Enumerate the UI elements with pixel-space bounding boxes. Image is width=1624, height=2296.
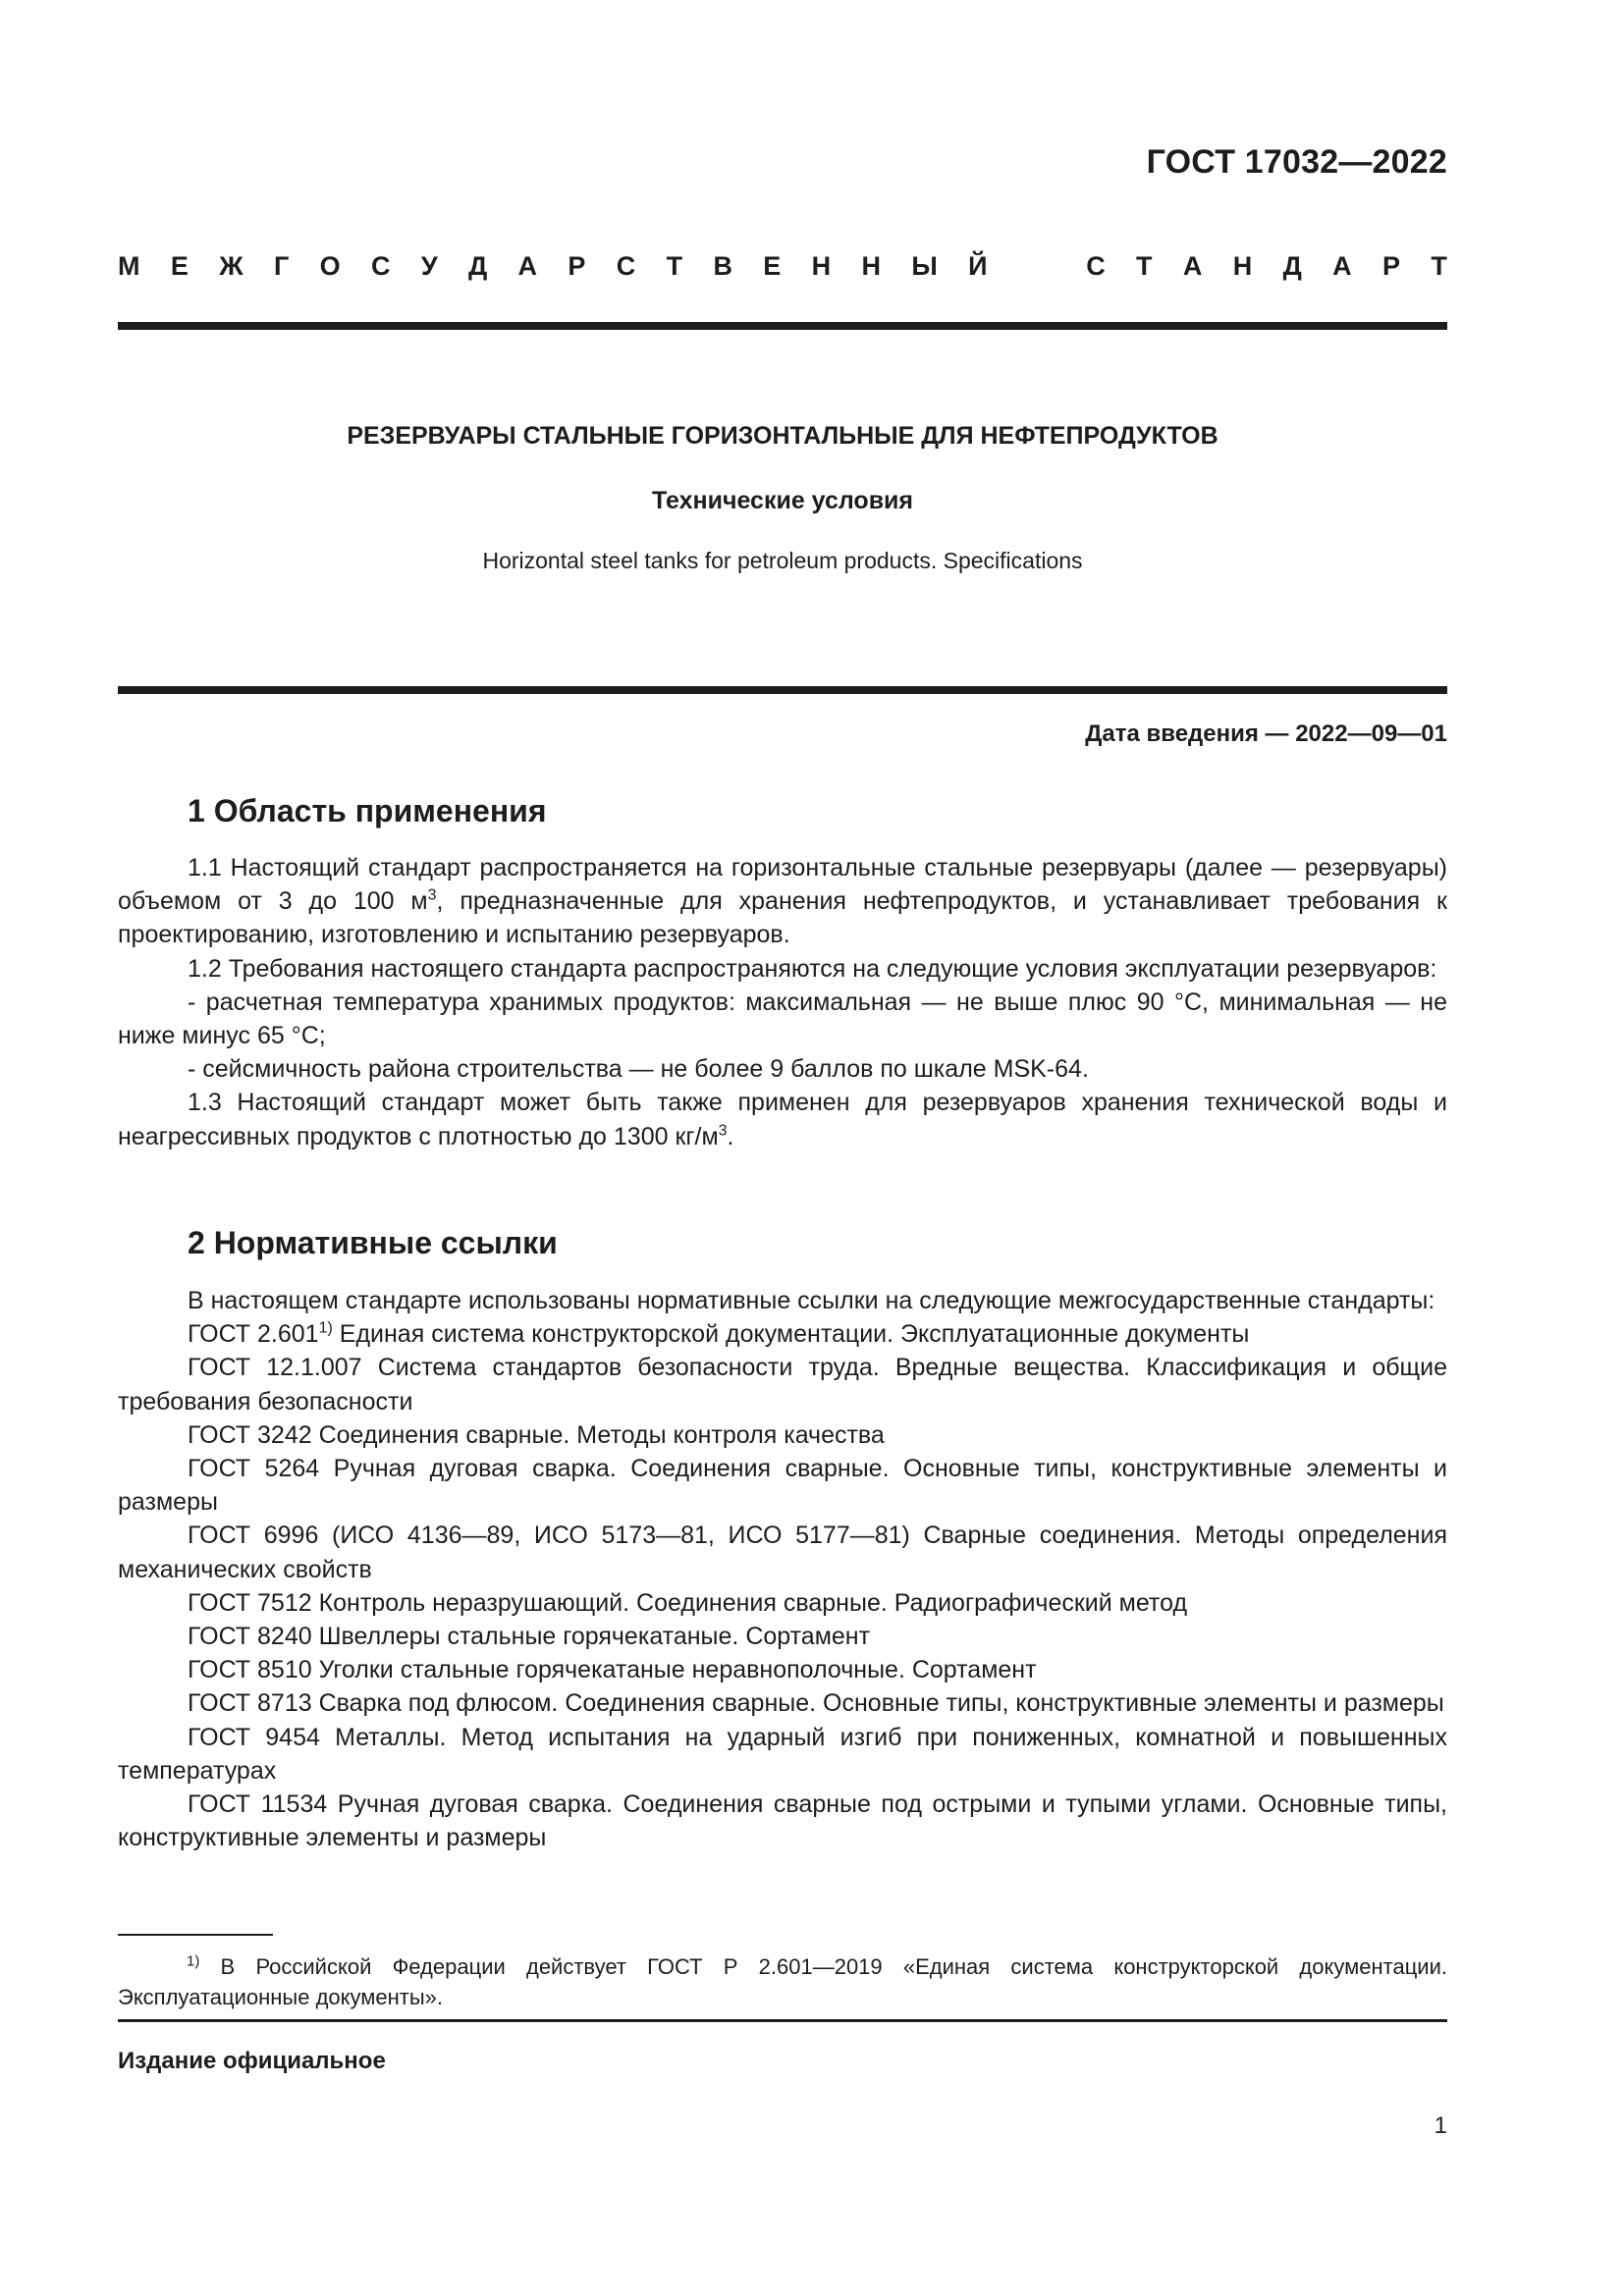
banner-letter: Н bbox=[811, 251, 832, 281]
banner-letter: А bbox=[1182, 251, 1203, 281]
reference-item: ГОСТ 7512 Контроль неразрушающий. Соединения сварные. Радиографический метод bbox=[188, 1588, 1188, 1617]
reference-item: ГОСТ 12.1.007 Система стандартов безопасности труда. Вредные вещества. Классификация и общие требования безопасности bbox=[118, 1354, 1447, 1415]
superscript: 3 bbox=[427, 886, 437, 904]
footer-divider bbox=[118, 2019, 1447, 2022]
banner-letter: А bbox=[517, 251, 538, 281]
section-2-heading: 2 Нормативные ссылки bbox=[188, 1225, 558, 1260]
reference-item: ГОСТ 8240 Швеллеры стальные горячекатаные. Сортамент bbox=[188, 1623, 871, 1651]
banner-word-gap bbox=[1018, 251, 1056, 282]
banner-letter: Д bbox=[467, 251, 488, 281]
footnote-marker: 1) bbox=[187, 1952, 200, 1970]
document-number: ГОСТ 17032—2022 bbox=[1146, 143, 1447, 181]
official-edition-label: Издание официальное bbox=[118, 2048, 386, 2074]
banner-letter: С bbox=[370, 251, 391, 281]
text-run: . bbox=[727, 1122, 734, 1150]
banner-letter: Н bbox=[861, 251, 881, 281]
banner-letter: Т bbox=[1136, 251, 1153, 281]
section-1-heading: 1 Область применения bbox=[188, 793, 547, 828]
banner-letter: У bbox=[420, 251, 438, 281]
banner-letter: С bbox=[1086, 251, 1106, 281]
footnote-divider bbox=[118, 1934, 273, 1936]
paragraph: - сейсмичность района строительства — не более 9 баллов по шкале MSK-64. bbox=[188, 1055, 1089, 1084]
banner-letter: Ы bbox=[911, 251, 938, 281]
banner-letter: М bbox=[118, 251, 140, 281]
paragraph bbox=[118, 1086, 1447, 1152]
section-1-body bbox=[118, 851, 1447, 1153]
text-run: ГОСТ 2.601 bbox=[188, 1320, 319, 1349]
text-run: В Российской Федерации действует ГОСТ Р 2.601—2019 «Единая система конструкторской документации. Эксплуатационные документы». bbox=[118, 1954, 1447, 2009]
banner-letter: А bbox=[1332, 251, 1352, 281]
paragraph: 1.2 Требования настоящего стандарта распространяются на следующие условия эксплуатации резервуаров: bbox=[188, 954, 1437, 983]
banner-letter: Т bbox=[1431, 251, 1447, 281]
text-run: 1.1 Настоящий стандарт распространяется на горизонтальные стальные резервуары (далее — резервуары) объемом от 3 до 100 м bbox=[118, 854, 1447, 916]
footnote bbox=[118, 1951, 1447, 2012]
banner-letter: Р bbox=[1382, 251, 1401, 281]
banner-letter: О bbox=[319, 251, 341, 281]
footnote-marker: 1) bbox=[318, 1319, 333, 1337]
superscript: 3 bbox=[718, 1122, 728, 1140]
reference-item: ГОСТ 9454 Металлы. Метод испытания на ударный изгиб при пониженных, комнатной и повышенных температурах bbox=[118, 1723, 1447, 1785]
introduction-date: Дата введения — 2022—09—01 bbox=[1085, 721, 1447, 747]
banner-letter: Р bbox=[568, 251, 586, 281]
banner-letter: Г bbox=[273, 251, 290, 281]
title-divider bbox=[118, 686, 1447, 694]
paragraph bbox=[118, 851, 1447, 952]
section-2-body bbox=[118, 1284, 1447, 1854]
banner-letter: Т bbox=[666, 251, 683, 281]
header-divider bbox=[118, 322, 1447, 330]
reference-item: ГОСТ 3242 Соединения сварные. Методы контроля качества bbox=[188, 1420, 885, 1449]
banner-letter: Н bbox=[1232, 251, 1253, 281]
document-title-english: Horizontal steel tanks for petroleum products. Specifications bbox=[482, 548, 1083, 573]
footnote-text bbox=[118, 1951, 1447, 2012]
text-run: , предназначенные для хранения нефтепродуктов, и устанавливает требования к проектированию, изготовлению и испытанию резервуаров. bbox=[118, 887, 1447, 949]
reference-item: ГОСТ 8713 Сварка под флюсом. Соединения сварные. Основные типы, конструктивные элементы и размеры bbox=[188, 1689, 1444, 1718]
banner-letter: С bbox=[616, 251, 636, 281]
reference-item: ГОСТ 8510 Уголки стальные горячекатаные неравнополочные. Сортамент bbox=[188, 1656, 1037, 1684]
reference-item bbox=[118, 1317, 1447, 1351]
page-number: 1 bbox=[1434, 2112, 1447, 2139]
paragraph: В настоящем стандарте использованы нормативные ссылки на следующие межгосударственные стандарты: bbox=[188, 1287, 1435, 1314]
banner-letter: В bbox=[713, 251, 732, 281]
banner-letter: Й bbox=[968, 251, 988, 281]
reference-item: ГОСТ 11534 Ручная дуговая сварка. Соединения сварные под острыми и тупыми углами. Основные типы, конструктивные элементы и размеры bbox=[118, 1790, 1447, 1852]
reference-item: ГОСТ 5264 Ручная дуговая сварка. Соединения сварные. Основные типы, конструктивные элементы и размеры bbox=[118, 1455, 1447, 1517]
banner-letter: Ж bbox=[219, 251, 244, 281]
text-run: 1.3 Настоящий стандарт может быть также применен для резервуаров хранения технической воды и неагрессивных продуктов с плотностью до 1300 кг/м bbox=[118, 1089, 1447, 1150]
paragraph: - расчетная температура хранимых продуктов: максимальная — не выше плюс 90 °С, минимальная — не ниже минус 65 °С; bbox=[118, 988, 1447, 1050]
reference-item: ГОСТ 6996 (ИСО 4136—89, ИСО 5173—81, ИСО 5177—81) Сварные соединения. Методы определения механических свойств bbox=[118, 1522, 1447, 1583]
interstate-standard-banner bbox=[118, 251, 1447, 282]
document-title: РЕЗЕРВУАРЫ СТАЛЬНЫЕ ГОРИЗОНТАЛЬНЫЕ ДЛЯ НЕФТЕПРОДУКТОВ bbox=[347, 422, 1218, 450]
text-run: Единая система конструкторской документации. Эксплуатационные документы bbox=[332, 1320, 1250, 1349]
banner-letter: Д bbox=[1282, 251, 1302, 281]
banner-letter: Е bbox=[763, 251, 782, 281]
banner-letter: Е bbox=[170, 251, 189, 281]
document-subtitle: Технические условия bbox=[651, 487, 914, 514]
